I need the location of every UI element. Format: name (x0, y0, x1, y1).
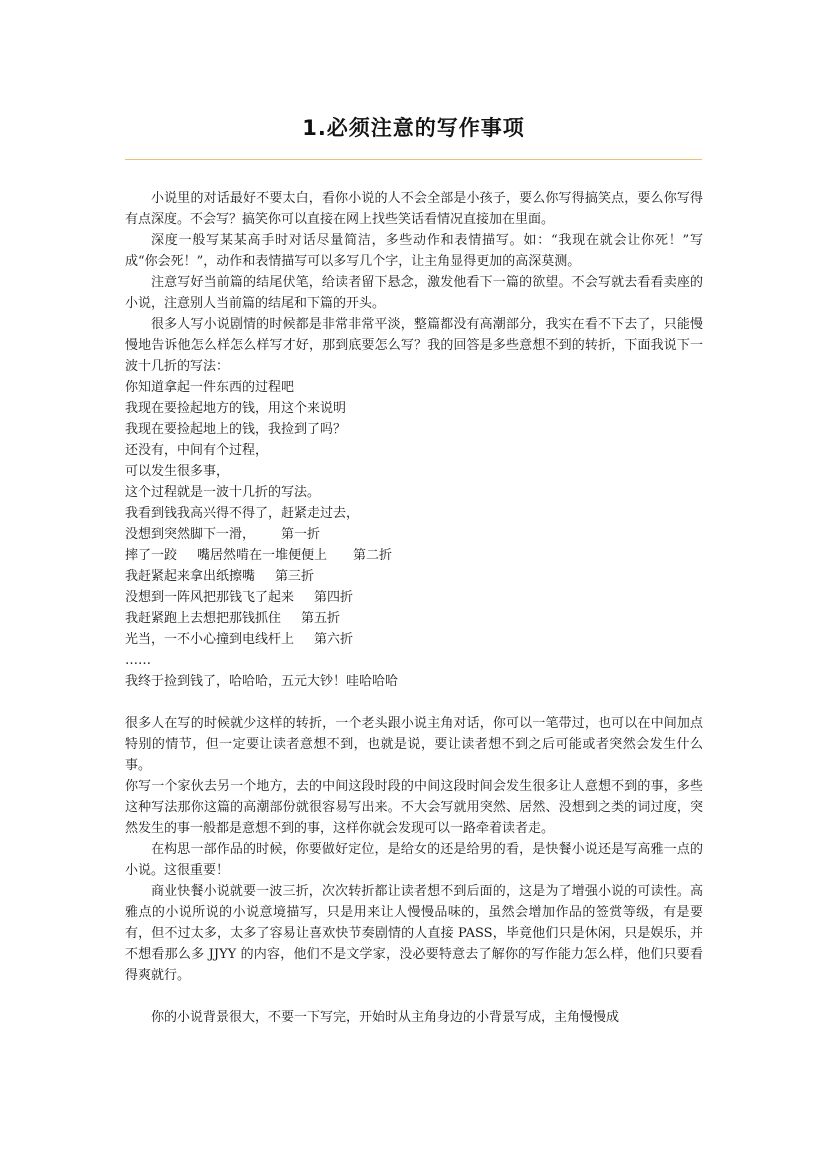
blank-line (125, 692, 703, 713)
paragraph: 很多人在写的时候就少这样的转折，一个老头跟小说主角对话，你可以一笔带过，也可以在中间加点特别的情节，但一定要让读者意想不到，也就是说，要让读者想不到之后可能或者突然会发生什么事。 (125, 716, 703, 773)
fold-label: 第一折 (281, 527, 321, 542)
page-title: 1.必须注意的写作事项 (302, 116, 525, 140)
example-line: 我看到钱我高兴得不得了，赶紧走过去， (125, 506, 360, 521)
fold-label: 第四折 (314, 590, 354, 605)
example-line (125, 566, 703, 587)
example-text: 光当，一不小心撞到电线杆上 (125, 632, 295, 647)
example-text: 没想到一阵风把那钱飞了起来 (125, 590, 295, 605)
example-line: 我现在要捡起地上的钱，我捡到了吗？ (125, 422, 347, 437)
example-text: 我赶紧跑上去想把那钱抓住 (125, 611, 282, 626)
example-line: 可以发生很多事， (125, 464, 230, 479)
fold-label: 第二折 (353, 548, 393, 563)
example-line: 这个过程就是一波十几折的写法。 (125, 485, 321, 500)
paragraph: 你的小说背景很大，不要一下写完，开始时从主角身边的小背景写成，主角慢慢成 (151, 1010, 620, 1025)
fold-label: 第三折 (275, 569, 315, 584)
paragraph: 小说里的对话最好不要太白，看你小说的人不会全部是小孩子，要么你写得搞笑点，要么你写得有点深度。不会写？搞笑你可以直接在网上找些笑话看情况直接加在里面。 (125, 191, 703, 227)
example-line: 我终于捡到钱了，哈哈哈，五元大钞！哇哈哈哈 (125, 674, 399, 689)
title-divider (125, 159, 702, 160)
example-text: 没想到突然脚下一滑， (125, 527, 256, 542)
paragraph: 注意写好当前篇的结尾伏笔，给读者留下悬念，激发他看下一篇的欲望。不会写就去看看卖座的小说，注意别人当前篇的结尾和下篇的开头。 (125, 275, 703, 311)
example-line: 你知道拿起一件东西的过程吧 (125, 380, 295, 395)
paragraph: 商业快餐小说就要一波三折，次次转折都让读者想不到后面的，这是为了增强小说的可读性。高雅点的小说所说的小说意境描写，只是用来让人慢慢品味的，虽然会增加作品的签赏等级，有是要有，但不过太多，太多了容易让喜欢快节奏剧情的人直接 PASS，毕竟他们只是休闲，只是娱乐，并不想看那么多 JJYY 的内容，他们不是文学家，没必要特意去了解你的写作能力怎么样，他们只要看得爽就行。 (125, 884, 703, 983)
paragraph: 深度一般写某某高手时对话尽量简洁，多些动作和表情描写。如：“我现在就会让你死！”写成“你会死！”，动作和表情描写可以多写几个字，让主角显得更加的高深莫测。 (125, 233, 703, 269)
example-line (125, 608, 703, 629)
example-line (125, 545, 703, 566)
example-line (125, 587, 703, 608)
example-line: 我现在要捡起地方的钱，用这个来说明 (125, 401, 347, 416)
fold-label: 第六折 (314, 632, 354, 647)
paragraph: 很多人写小说剧情的时候都是非常非常平淡，整篇都没有高潮部分，我实在看不下去了，只能慢慢地告诉他怎么样怎么样写才好，那到底要怎么写？我的回答是多些意想不到的转折，下面我说下一波十几折的写法： (125, 317, 703, 374)
example-text: 我赶紧起来拿出纸擦嘴 (125, 569, 256, 584)
example-line: 还没有，中间有个过程， (125, 443, 269, 458)
example-text: 摔了一跤 (125, 548, 178, 563)
blank-line (125, 986, 703, 1007)
paragraph: 在构思一部作品的时候，你要做好定位，是给女的还是给男的看，是快餐小说还是写高雅一点的小说。这很重要！ (125, 842, 703, 878)
ellipsis-line: …… (125, 653, 151, 668)
fold-label: 第五折 (301, 611, 341, 626)
document-body (125, 188, 703, 1028)
example-line (125, 629, 703, 650)
example-text: 嘴居然啃在一堆便便上 (197, 548, 328, 563)
paragraph: 你写一个家伙去另一个地方，去的中间这段时段的中间这段时间会发生很多让人意想不到的事，多些这种写法那你这篇的高潮部份就很容易写出来。不大会写就用突然、居然、没想到之类的词过度，突然发生的事一般都是意想不到的事，这样你就会发现可以一路牵着读者走。 (125, 779, 703, 836)
example-line (125, 524, 703, 545)
